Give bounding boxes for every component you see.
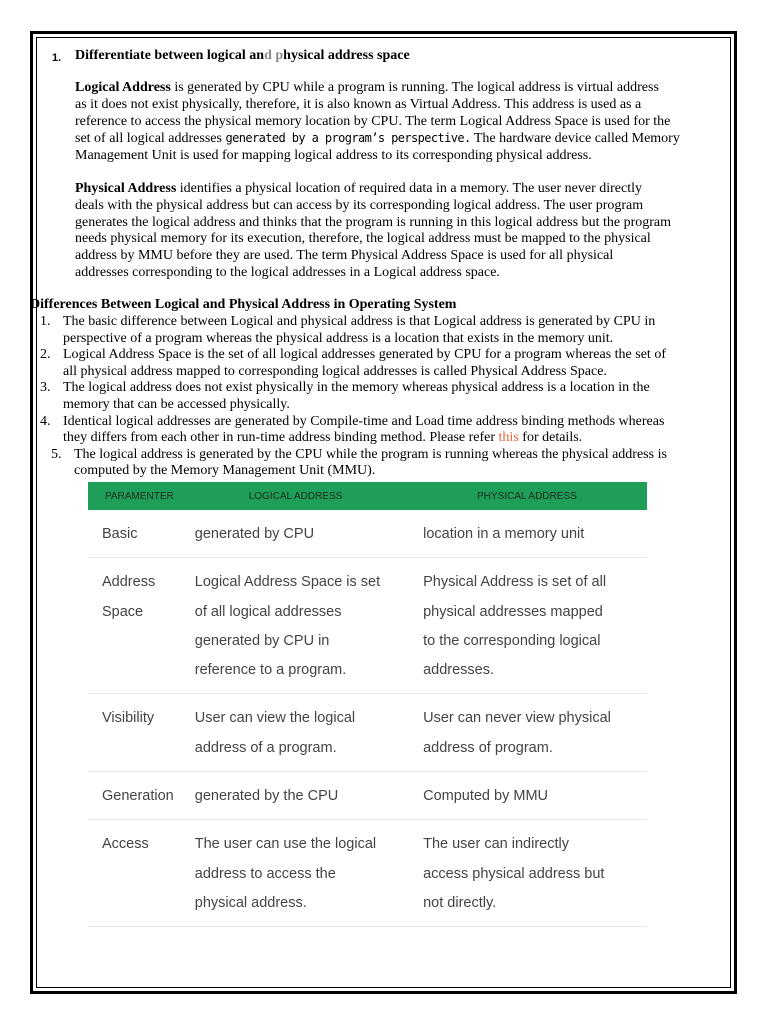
table-body (88, 510, 647, 927)
list-item-line: Logical Address Space is the set of all logical addresses generated by CPU for a program whereas the set of (63, 347, 666, 363)
cell-text: Address (102, 574, 156, 591)
cell-text: Access (102, 836, 149, 853)
question-title-part1: Differentiate between logical an (75, 48, 265, 63)
logical-cell (195, 694, 423, 772)
physical-line-1: identifies a physical location of required data in a memory. The user never directly (176, 181, 642, 196)
list-item-line-text: they differs from each other in run-time address binding method. Please refer (63, 430, 499, 446)
cell-text: not directly. (423, 894, 497, 911)
section-heading: Differences Between Logical and Physical Address in Operating System (30, 297, 457, 312)
list-item-line: Identical logical addresses are generated by Compile-time and Load time address binding methods whereas (63, 413, 665, 429)
list-item (32, 347, 732, 380)
physical-cell (423, 558, 647, 694)
cell-text: location in a memory unit (423, 526, 585, 542)
cell-text: to the corresponding logical (423, 632, 601, 649)
physical-line-4: needs physical memory for its execution, therefore, the logical address must be mapped to the physical (75, 231, 651, 247)
cell-text: address to access the (194, 865, 336, 882)
list-item (32, 414, 732, 447)
question-title-part2: d p (264, 48, 284, 63)
logical-cell (195, 510, 423, 558)
logical-cell (195, 820, 423, 927)
cell-text: access physical address but (423, 865, 605, 882)
table-row (88, 510, 647, 558)
list-item (32, 447, 732, 480)
parameter-cell (88, 694, 195, 772)
cell-text: The user can indirectly (423, 836, 569, 853)
cell-text: User can never view physical (423, 710, 611, 727)
physical-address-term: Physical Address (75, 181, 177, 196)
logical-cell (195, 772, 423, 820)
physical-line-3: generates the logical address and thinks that the program is running in this logical address but the program (75, 214, 672, 230)
list-item-number: 1. (40, 314, 51, 329)
list-item-line-tail: for details. (518, 430, 583, 446)
cell-text: physical address. (194, 894, 307, 911)
cell-text: Visibility (102, 710, 155, 727)
question-title (75, 48, 410, 64)
cell-text: of all logical addresses (194, 603, 342, 620)
cell-text: User can view the logical (194, 710, 356, 727)
table-header-row (88, 482, 647, 510)
logical-line-4a: set of all logical addresses (75, 131, 226, 147)
cell-text: generated by CPU (194, 526, 315, 542)
logical-line-4-mono: generated by a program’s perspective. (225, 131, 471, 146)
table-row (88, 694, 647, 772)
cell-text: Computed by MMU (423, 788, 548, 805)
cell-text: physical addresses mapped (423, 603, 603, 620)
physical-cell (423, 820, 647, 927)
question-number: 1. (52, 52, 62, 64)
physical-line-5: address by MMU before they are used. The term Physical Address Space is used for all physical (75, 248, 614, 264)
table-row (88, 820, 647, 927)
table-row (88, 772, 647, 820)
cell-text: generated by the CPU (194, 788, 339, 805)
list-item-line: computed by the Memory Management Unit (MMU). (74, 463, 376, 479)
list-item-line: memory that can be accessed physically. (63, 396, 290, 412)
physical-cell (423, 772, 647, 820)
logical-cell (195, 558, 423, 694)
cell-text: Generation (102, 788, 174, 805)
list-item-line: The basic difference between Logical and physical address is that Logical address is generated by CPU in (63, 314, 656, 329)
parameter-cell (88, 820, 195, 927)
cell-text: address of a program. (194, 739, 337, 756)
logical-address-paragraph (75, 80, 730, 165)
comparison-table (88, 482, 647, 927)
table-row (88, 558, 647, 694)
cell-text: Basic (102, 526, 138, 542)
list-item (32, 314, 732, 347)
list-item-number: 3. (40, 380, 51, 396)
logical-line-2: as it does not exist physically, therefore, it is also known as Virtual Address. This address is used as a (75, 96, 642, 112)
cell-text: addresses. (423, 662, 495, 679)
list-item-number: 4. (40, 413, 51, 429)
logical-line-3: reference to access the physical memory location by CPU. The term Logical Address Space is used for the (75, 113, 671, 129)
physical-cell (423, 694, 647, 772)
question-title-part3: hysical address space (283, 48, 410, 63)
list-item (32, 380, 732, 413)
cell-text: Logical Address Space is set (194, 574, 381, 591)
cell-text: reference to a program. (194, 662, 347, 679)
cell-text: generated by CPU in (194, 632, 330, 649)
list-item-line (63, 430, 732, 447)
cell-text: The user can use the logical (194, 836, 377, 853)
list-item-line: The logical address does not exist physically in the memory whereas physical address is a location in the (63, 380, 650, 396)
list-item-line: all physical address mapped to corresponding logical addresses is called Physical Address Space. (63, 363, 607, 379)
logical-line-1: is generated by CPU while a program is running. The logical address is virtual address (170, 80, 659, 95)
logical-line-5: Management Unit is used for mapping logical address to its corresponding physical address. (75, 148, 592, 164)
list-item-line: The logical address is generated by the CPU while the program is running whereas the physical address is (74, 446, 667, 462)
logical-address-term: Logical Address (75, 80, 171, 95)
physical-address-paragraph (75, 181, 730, 282)
parameter-cell (88, 772, 195, 820)
header-logical-address: LOGICAL ADDRESS (195, 482, 423, 510)
physical-line-2: deals with the physical address but can access by its corresponding logical address. The user program (75, 197, 644, 213)
list-item-number: 2. (40, 347, 51, 363)
header-parameter: PARAMENTER (88, 482, 195, 510)
header-physical-address: PHYSICAL ADDRESS (423, 482, 647, 510)
list-item-number: 5. (51, 446, 62, 462)
physical-cell (423, 510, 647, 558)
details-link[interactable]: this (498, 430, 519, 446)
logical-line-4b: The hardware device called Memory (470, 131, 680, 147)
physical-line-6: addresses corresponding to the logical addresses in a Logical address space. (75, 264, 500, 280)
differences-list (32, 314, 732, 480)
cell-text: address of program. (423, 739, 553, 756)
list-item-line: perspective of a program whereas the physical address is a location that exists in the memory unit. (63, 330, 614, 346)
parameter-cell (88, 510, 195, 558)
cell-text: Space (102, 603, 144, 620)
cell-text: Physical Address is set of all (423, 574, 607, 591)
parameter-cell (88, 558, 195, 694)
